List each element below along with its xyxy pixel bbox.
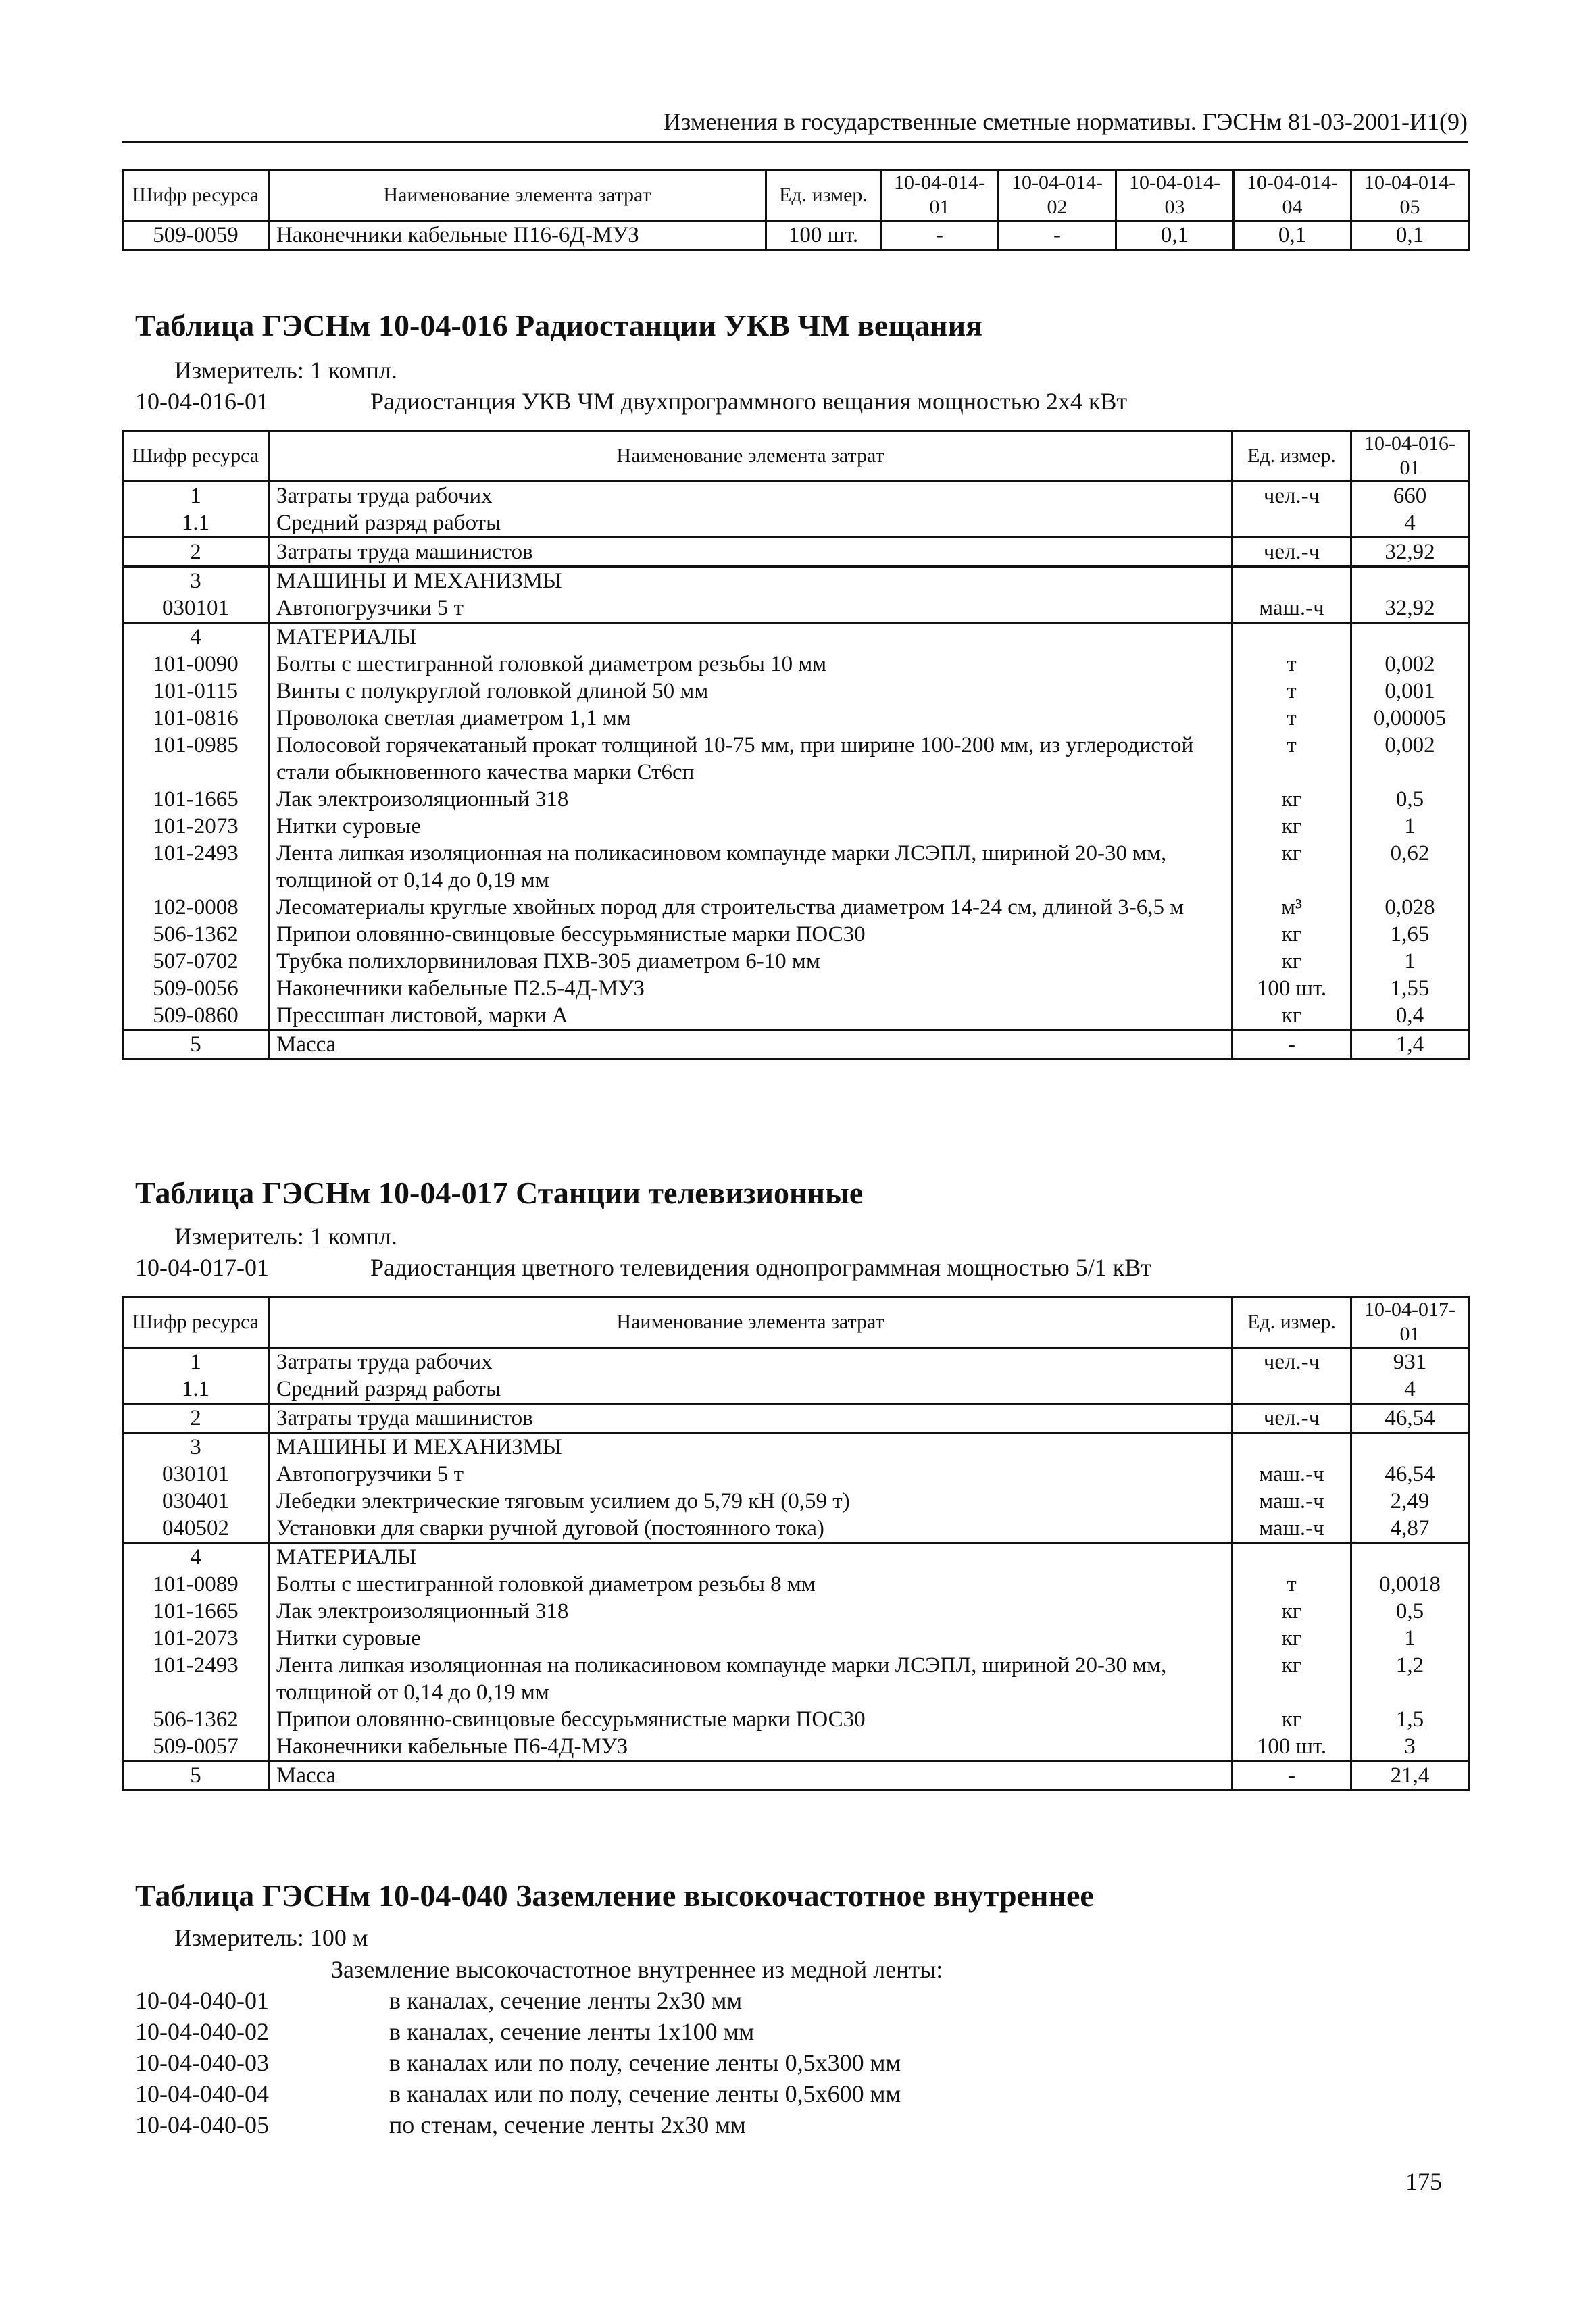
- table-040-list: [135, 1954, 1419, 2140]
- row-value: 3: [1351, 1733, 1469, 1761]
- row-name: МАТЕРИАЛЫ: [269, 1543, 1232, 1571]
- list-item: [135, 2078, 1419, 2109]
- row-unit: т: [1232, 705, 1351, 732]
- table-017-meter: Измеритель: 1 компл.: [174, 1223, 397, 1250]
- header-divider: [122, 141, 1468, 143]
- table-row: [123, 840, 1469, 894]
- row-unit: 100 шт.: [1232, 975, 1351, 1002]
- row-code: 507-0702: [123, 948, 269, 975]
- row-name: Трубка полихлорвиниловая ПХВ-305 диаметром 6-10 мм: [269, 948, 1232, 975]
- table-header-row: [123, 1297, 1469, 1348]
- row-code: 1.1: [123, 509, 269, 538]
- row-name: Прессшпан листовой, марки А: [269, 1002, 1232, 1030]
- row-code: 030101: [123, 595, 269, 623]
- row-value: -: [999, 221, 1116, 250]
- row-value: 1,5: [1351, 1706, 1469, 1733]
- table-row: [123, 1376, 1469, 1404]
- row-unit: т: [1232, 1571, 1351, 1598]
- row-value: [1351, 1433, 1469, 1461]
- header-col: 10-04-014-02: [999, 170, 1116, 221]
- row-value: [1351, 567, 1469, 595]
- item-description: в каналах или по полу, сечение ленты 0,5х300 мм: [389, 2049, 901, 2076]
- row-unit: [1232, 509, 1351, 538]
- row-value: 1: [1351, 1625, 1469, 1652]
- row-unit: кг: [1232, 1706, 1351, 1733]
- table-row: [123, 948, 1469, 975]
- row-value: 0,1: [1234, 221, 1351, 250]
- row-unit: кг: [1232, 813, 1351, 840]
- row-value: 0,62: [1351, 840, 1469, 894]
- row-value: 0,1: [1116, 221, 1234, 250]
- row-unit: кг: [1232, 948, 1351, 975]
- row-name: Затраты труда машинистов: [269, 1404, 1232, 1433]
- table-040-title: Таблица ГЭСНм 10-04-040 Заземление высокочастотное внутреннее: [135, 1878, 1094, 1913]
- row-value: 1: [1351, 948, 1469, 975]
- item-code: 10-04-040-04: [135, 2080, 269, 2107]
- row-name: Наконечники кабельные П6-4Д-МУЗ: [269, 1733, 1232, 1761]
- header-unit: Ед. измер.: [1232, 1297, 1351, 1348]
- table-row: [123, 1761, 1469, 1790]
- row-value: 0,028: [1351, 894, 1469, 921]
- row-name: МАТЕРИАЛЫ: [269, 623, 1232, 651]
- row-unit: [1232, 1543, 1351, 1571]
- norm-code: 10-04-017-01: [135, 1254, 269, 1281]
- table-row: [123, 482, 1469, 510]
- header-code: Шифр ресурса: [123, 170, 269, 221]
- row-name: Установки для сварки ручной дуговой (постоянного тока): [269, 1515, 1232, 1543]
- row-unit: кг: [1232, 1625, 1351, 1652]
- row-unit: чел.-ч: [1232, 482, 1351, 510]
- row-name: Наконечники кабельные П16-6Д-МУЗ: [269, 221, 766, 250]
- header-col: 10-04-017-01: [1351, 1297, 1469, 1348]
- row-name: Лак электроизоляционный 318: [269, 786, 1232, 813]
- row-code: 030101: [123, 1461, 269, 1488]
- norm-description: Радиостанция УКВ ЧМ двухпрограммного вещания мощностью 2х4 кВт: [370, 388, 1128, 415]
- row-value: 0,001: [1351, 678, 1469, 705]
- row-code: 2: [123, 538, 269, 567]
- table-row: [123, 509, 1469, 538]
- row-name: Масса: [269, 1030, 1232, 1059]
- norm-description: Радиостанция цветного телевидения однопрограммная мощностью 5/1 кВт: [370, 1254, 1152, 1281]
- row-name: Лента липкая изоляционная на поликасиновом компаунде марки ЛСЭПЛ, шириной 20-30 мм, толщиной от 0,14 до 0,19 мм: [269, 840, 1232, 894]
- row-value: 0,0018: [1351, 1571, 1469, 1598]
- row-unit: 100 шт.: [766, 221, 881, 250]
- row-code: 2: [123, 1404, 269, 1433]
- list-item: [135, 2016, 1419, 2047]
- norm-code: 10-04-016-01: [135, 388, 269, 415]
- table-row: [123, 975, 1469, 1002]
- row-code: 101-0090: [123, 651, 269, 678]
- row-code: 506-1362: [123, 921, 269, 948]
- row-code: 040502: [123, 1515, 269, 1543]
- table-row: [123, 1515, 1469, 1543]
- header-col: 10-04-014-03: [1116, 170, 1234, 221]
- row-name: Лак электроизоляционный 318: [269, 1598, 1232, 1625]
- row-unit: -: [1232, 1761, 1351, 1790]
- header-col: 10-04-014-04: [1234, 170, 1351, 221]
- item-code: 10-04-040-03: [135, 2049, 269, 2076]
- table-016: [122, 430, 1470, 1060]
- table-016-meter: Измеритель: 1 компл.: [174, 357, 397, 384]
- table-row: [123, 786, 1469, 813]
- row-unit: маш.-ч: [1232, 1515, 1351, 1543]
- row-code: 3: [123, 1433, 269, 1461]
- row-value: 4: [1351, 1376, 1469, 1404]
- row-code: 4: [123, 1543, 269, 1571]
- header-code: Шифр ресурса: [123, 1297, 269, 1348]
- row-unit: кг: [1232, 786, 1351, 813]
- row-value: 1,65: [1351, 921, 1469, 948]
- row-value: 32,92: [1351, 595, 1469, 623]
- table-row: [123, 1625, 1469, 1652]
- header-code: Шифр ресурса: [123, 431, 269, 482]
- row-code: 3: [123, 567, 269, 595]
- table-016-title: Таблица ГЭСНм 10-04-016 Радиостанции УКВ ЧМ вещания: [135, 308, 983, 343]
- row-code: 101-2493: [123, 1652, 269, 1706]
- row-unit: [1232, 1433, 1351, 1461]
- row-name: Проволока светлая диаметром 1,1 мм: [269, 705, 1232, 732]
- row-code: 101-2073: [123, 813, 269, 840]
- table-row: [123, 921, 1469, 948]
- list-item: [135, 2047, 1419, 2078]
- row-unit: кг: [1232, 1652, 1351, 1706]
- header-unit: Ед. измер.: [766, 170, 881, 221]
- row-name: МАШИНЫ И МЕХАНИЗМЫ: [269, 1433, 1232, 1461]
- row-name: МАШИНЫ И МЕХАНИЗМЫ: [269, 567, 1232, 595]
- row-unit: -: [1232, 1030, 1351, 1059]
- row-name: Нитки суровые: [269, 1625, 1232, 1652]
- table-040-meter: Измеритель: 100 м: [174, 1924, 368, 1951]
- header-name: Наименование элемента затрат: [269, 170, 766, 221]
- row-value: 0,002: [1351, 732, 1469, 786]
- row-code: 101-1665: [123, 1598, 269, 1625]
- table-row: [123, 1706, 1469, 1733]
- item-description: в каналах, сечение ленты 2х30 мм: [389, 1987, 743, 2014]
- row-name: Болты с шестигранной головкой диаметром резьбы 10 мм: [269, 651, 1232, 678]
- header-col: 10-04-016-01: [1351, 431, 1469, 482]
- row-code: 1.1: [123, 1376, 269, 1404]
- table-row: [123, 1002, 1469, 1030]
- table-row: [123, 732, 1469, 786]
- row-value: 1,55: [1351, 975, 1469, 1002]
- header-unit: Ед. измер.: [1232, 431, 1351, 482]
- table-row: [123, 1348, 1469, 1376]
- table-row: [123, 221, 1469, 250]
- table-017: [122, 1296, 1470, 1791]
- table-017-body: [123, 1348, 1469, 1790]
- table-row: [123, 1543, 1469, 1571]
- row-code: 101-1665: [123, 786, 269, 813]
- row-unit: [1232, 1376, 1351, 1404]
- row-code: 101-0816: [123, 705, 269, 732]
- list-item: [135, 2109, 1419, 2140]
- row-unit: [1232, 623, 1351, 651]
- row-code: 101-0985: [123, 732, 269, 786]
- row-name: Припои оловянно-свинцовые бессурьмянистые марки ПОС30: [269, 921, 1232, 948]
- table-row: [123, 1733, 1469, 1761]
- table-row: [123, 595, 1469, 623]
- row-value: -: [881, 221, 999, 250]
- table-row: [123, 1404, 1469, 1433]
- row-code: 5: [123, 1761, 269, 1790]
- table-row: [123, 1652, 1469, 1706]
- row-unit: т: [1232, 732, 1351, 786]
- item-description: в каналах или по полу, сечение ленты 0,5х600 мм: [389, 2080, 901, 2107]
- item-code: 10-04-040-01: [135, 1987, 269, 2014]
- row-value: 46,54: [1351, 1404, 1469, 1433]
- table-row: [123, 623, 1469, 651]
- row-name: Лебедки электрические тяговым усилием до 5,79 кН (0,59 т): [269, 1488, 1232, 1515]
- row-unit: чел.-ч: [1232, 1404, 1351, 1433]
- table-016-body: [123, 482, 1469, 1059]
- row-code: 101-2493: [123, 840, 269, 894]
- row-value: 0,1: [1351, 221, 1469, 250]
- table-row: [123, 705, 1469, 732]
- table-row: [123, 567, 1469, 595]
- table-row: [123, 894, 1469, 921]
- row-value: 0,5: [1351, 1598, 1469, 1625]
- row-unit: маш.-ч: [1232, 1461, 1351, 1488]
- row-value: 4,87: [1351, 1515, 1469, 1543]
- row-name: Затраты труда машинистов: [269, 538, 1232, 567]
- header-name: Наименование элемента затрат: [269, 431, 1232, 482]
- row-value: 0,002: [1351, 651, 1469, 678]
- row-name: Масса: [269, 1761, 1232, 1790]
- header-col: 10-04-014-01: [881, 170, 999, 221]
- row-name: Наконечники кабельные П2.5-4Д-МУЗ: [269, 975, 1232, 1002]
- row-value: 21,4: [1351, 1761, 1469, 1790]
- row-code: 509-0059: [123, 221, 269, 250]
- row-unit: [1232, 567, 1351, 595]
- row-name: Полосовой горячекатаный прокат толщиной 10-75 мм, при ширине 100-200 мм, из углеродистой стали обыкновенного качества марки Ст6сп: [269, 732, 1232, 786]
- item-code: 10-04-040-02: [135, 2018, 269, 2045]
- list-intro: Заземление высокочастотное внутреннее из медной ленты:: [331, 1956, 943, 1983]
- row-code: 030401: [123, 1488, 269, 1515]
- row-value: 931: [1351, 1348, 1469, 1376]
- row-name: Болты с шестигранной головкой диаметром резьбы 8 мм: [269, 1571, 1232, 1598]
- row-name: Затраты труда рабочих: [269, 482, 1232, 510]
- table-row: [123, 538, 1469, 567]
- table-017-title: Таблица ГЭСНм 10-04-017 Станции телевизионные: [135, 1176, 864, 1210]
- row-unit: кг: [1232, 840, 1351, 894]
- table-row: [123, 1488, 1469, 1515]
- row-unit: м³: [1232, 894, 1351, 921]
- row-value: 0,00005: [1351, 705, 1469, 732]
- row-code: 5: [123, 1030, 269, 1059]
- table-row: [123, 678, 1469, 705]
- row-name: Автопогрузчики 5 т: [269, 595, 1232, 623]
- running-header: Изменения в государственные сметные нормативы. ГЭСНм 81-03-2001-И1(9): [664, 108, 1468, 135]
- row-unit: т: [1232, 651, 1351, 678]
- row-code: 509-0860: [123, 1002, 269, 1030]
- row-code: 101-0115: [123, 678, 269, 705]
- row-value: 1,4: [1351, 1030, 1469, 1059]
- row-value: 660: [1351, 482, 1469, 510]
- row-name: Припои оловянно-свинцовые бессурьмянистые марки ПОС30: [269, 1706, 1232, 1733]
- header-col: 10-04-014-05: [1351, 170, 1469, 221]
- row-value: 32,92: [1351, 538, 1469, 567]
- row-code: 509-0056: [123, 975, 269, 1002]
- table-header-row: [123, 431, 1469, 482]
- row-value: 2,49: [1351, 1488, 1469, 1515]
- row-value: 1: [1351, 813, 1469, 840]
- item-description: по стенам, сечение ленты 2х30 мм: [389, 2111, 746, 2138]
- row-value: 0,5: [1351, 786, 1469, 813]
- page-number: 175: [1405, 2168, 1442, 2195]
- row-code: 1: [123, 482, 269, 510]
- row-code: 101-0089: [123, 1571, 269, 1598]
- row-name: Лесоматериалы круглые хвойных пород для строительства диаметром 14-24 см, длиной 3-6,5 м: [269, 894, 1232, 921]
- row-value: 46,54: [1351, 1461, 1469, 1488]
- table-row: [123, 813, 1469, 840]
- row-value: 1,2: [1351, 1652, 1469, 1706]
- row-name: Нитки суровые: [269, 813, 1232, 840]
- table-row: [123, 1571, 1469, 1598]
- row-value: [1351, 1543, 1469, 1571]
- row-unit: кг: [1232, 921, 1351, 948]
- row-unit: кг: [1232, 1002, 1351, 1030]
- header-name: Наименование элемента затрат: [269, 1297, 1232, 1348]
- row-name: Винты с полукруглой головкой длиной 50 мм: [269, 678, 1232, 705]
- table-row: [123, 1030, 1469, 1059]
- row-code: 506-1362: [123, 1706, 269, 1733]
- table-row: [123, 1598, 1469, 1625]
- row-code: 509-0057: [123, 1733, 269, 1761]
- row-name: Средний разряд работы: [269, 509, 1232, 538]
- row-unit: т: [1232, 678, 1351, 705]
- row-name: Средний разряд работы: [269, 1376, 1232, 1404]
- row-unit: маш.-ч: [1232, 595, 1351, 623]
- list-item: [135, 1985, 1419, 2016]
- top-resource-table: [122, 169, 1470, 251]
- row-code: 1: [123, 1348, 269, 1376]
- row-unit: чел.-ч: [1232, 1348, 1351, 1376]
- row-code: 102-0008: [123, 894, 269, 921]
- row-unit: кг: [1232, 1598, 1351, 1625]
- row-unit: маш.-ч: [1232, 1488, 1351, 1515]
- table-row: [123, 1433, 1469, 1461]
- item-code: 10-04-040-05: [135, 2111, 269, 2138]
- row-name: Лента липкая изоляционная на поликасиновом компаунде марки ЛСЭПЛ, шириной 20-30 мм, толщиной от 0,14 до 0,19 мм: [269, 1652, 1232, 1706]
- table-header-row: [123, 170, 1469, 221]
- row-name: Затраты труда рабочих: [269, 1348, 1232, 1376]
- row-unit: чел.-ч: [1232, 538, 1351, 567]
- row-code: 4: [123, 623, 269, 651]
- row-value: 4: [1351, 509, 1469, 538]
- row-name: Автопогрузчики 5 т: [269, 1461, 1232, 1488]
- row-unit: 100 шт.: [1232, 1733, 1351, 1761]
- row-code: 101-2073: [123, 1625, 269, 1652]
- row-value: 0,4: [1351, 1002, 1469, 1030]
- item-description: в каналах, сечение ленты 1х100 мм: [389, 2018, 755, 2045]
- table-row: [123, 651, 1469, 678]
- row-value: [1351, 623, 1469, 651]
- table-row: [123, 1461, 1469, 1488]
